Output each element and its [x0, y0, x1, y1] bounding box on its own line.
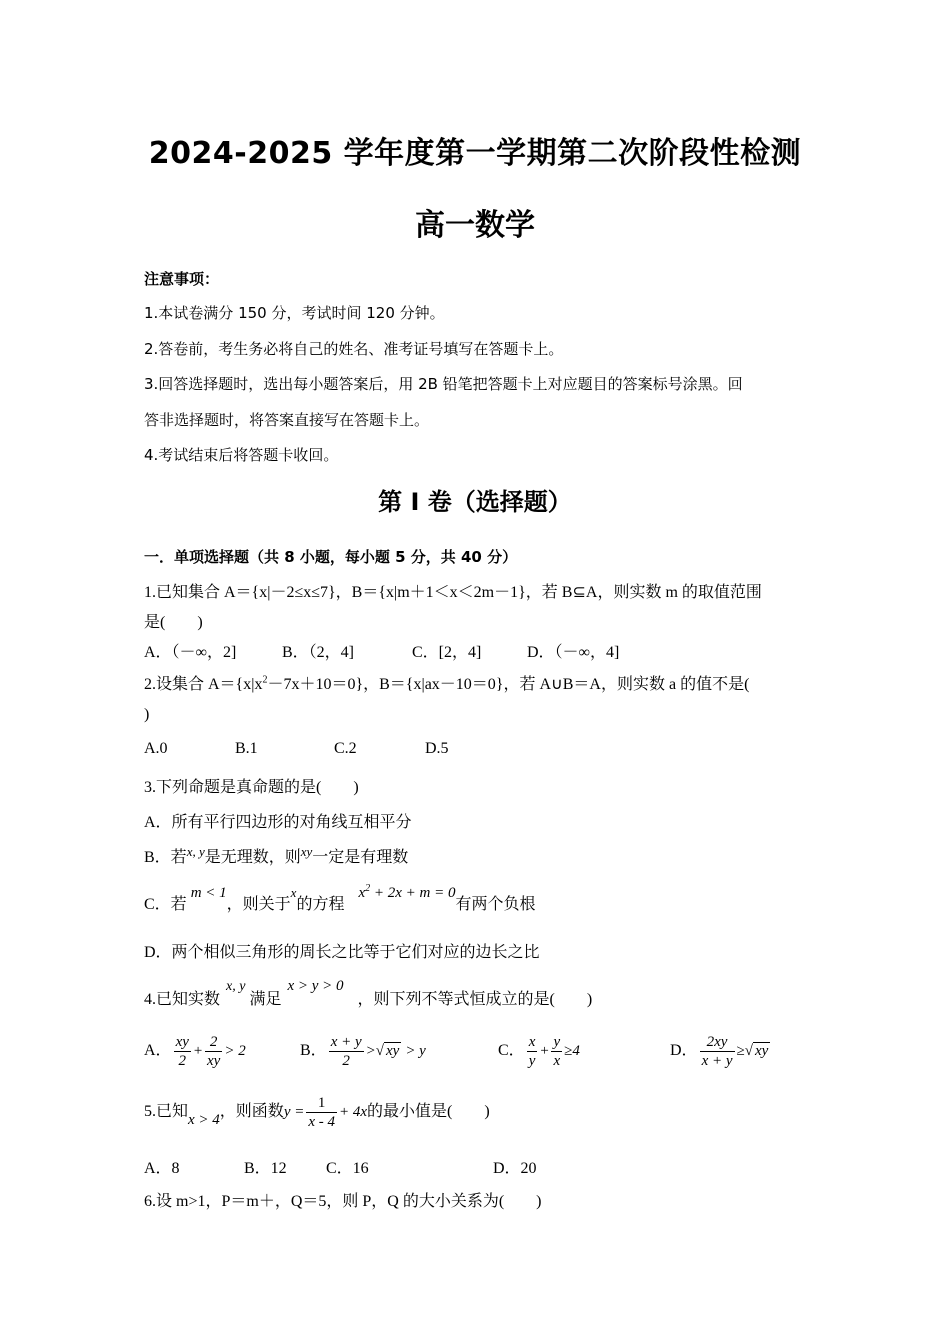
q2-option-b: B.1 — [235, 740, 258, 757]
q3-c-mid1: ，则关于 — [226, 896, 291, 913]
q4-c-frac1-den: y — [528, 1053, 536, 1069]
q4-stem — [144, 978, 593, 1009]
q3-option-c — [144, 883, 536, 914]
q4-c-frac2-den: x — [553, 1053, 561, 1069]
q4-a-label: A． — [144, 1042, 172, 1060]
q4-a-frac2-num: 2 — [205, 1033, 222, 1052]
q4-a-frac1-den: 2 — [178, 1053, 186, 1069]
q2-stem-sup: 2 — [262, 674, 268, 686]
q4-a-frac1-num: xy — [175, 1034, 189, 1050]
q3-c-mid2: 的方程 — [296, 896, 345, 913]
notice-item-4: 4.考试结束后将答题卡收回。 — [144, 446, 339, 464]
q4-a-frac2-den: xy — [207, 1053, 221, 1069]
q3-c-math2: x — [290, 885, 297, 900]
q4-d-frac-den: x + y — [701, 1053, 733, 1069]
q1-option-a: A．（－∞，2] — [144, 644, 237, 661]
q4-d-sqrt-sign: √ — [744, 1043, 753, 1060]
q5-post: 的最小值是( ) — [367, 1103, 490, 1121]
q3-option-b — [144, 844, 408, 867]
q5-frac-den: x - 4 — [308, 1114, 335, 1130]
q3-b-post: 一定是有理数 — [312, 849, 409, 866]
q4-d-label: D． — [670, 1042, 698, 1060]
notice-heading: 注意事项： — [144, 270, 220, 288]
q2-stem-part1: 2.设集合 A＝{x|x — [144, 676, 263, 693]
q4-b-frac-num: x + y — [330, 1034, 362, 1050]
q4-c-frac2 — [551, 1033, 562, 1070]
q4-c-frac2-num: y — [553, 1034, 561, 1050]
q3-b-math1: x, y — [186, 844, 205, 859]
q5-math3: + 4x — [339, 1104, 368, 1121]
q4-b-frac — [329, 1033, 364, 1070]
q4-d-sqrt-body: xy — [754, 1043, 769, 1060]
q2-option-d: D.5 — [425, 740, 449, 757]
q5-math2: y = — [283, 1104, 305, 1121]
exam-subject: 高一数学 — [415, 208, 535, 243]
q4-post: ，则下列不等式恒成立的是( ) — [357, 991, 593, 1008]
q4-c-plus: + — [539, 1043, 550, 1060]
q4-math2: x > y > 0 — [287, 978, 344, 994]
q4-math1: x, y — [226, 979, 246, 994]
notice-item-3: 3.回答选择题时，选出每小题答案后，用 2B 铅笔把答题卡上对应题目的答案标号涂黑。回 — [144, 375, 743, 393]
q5-option-c: C．16 — [326, 1160, 369, 1177]
q3-c-eq-rest: + 2x + m = 0 — [370, 885, 456, 901]
q4-b-rest: > y — [405, 1043, 426, 1060]
q3-b-mid: 是无理数，则 — [204, 849, 301, 866]
q5-option-d: D．20 — [493, 1160, 537, 1177]
section-title: 第 I 卷（选择题） — [378, 488, 572, 516]
q5-pre: 5.已知 — [144, 1103, 189, 1121]
notice-item-3-cont: 答非选择题时，将答案直接写在答题卡上。 — [144, 411, 430, 429]
q3-b-pre: B．若 — [144, 849, 187, 866]
q4-d-frac-num: 2xy — [700, 1033, 735, 1052]
q1-option-d: D．（－∞，4] — [527, 644, 620, 661]
q6-stem: 6.设 m>1，P＝m＋，Q＝5，则 P，Q 的大小关系为( ) — [144, 1193, 542, 1210]
q2-stem-part2: －7x＋10＝0}，B＝{x|ax－10＝0}，若 A∪B＝A，则实数 a 的值不是( — [267, 676, 750, 693]
q5-option-a: A．8 — [144, 1160, 180, 1177]
q5-frac-num: 1 — [306, 1094, 337, 1113]
q4-b-gt: > — [365, 1043, 376, 1060]
q3-option-a: A．所有平行四边形的对角线互相平分 — [144, 814, 412, 831]
q3-c-math1: m < 1 — [190, 885, 227, 901]
q5-math1: x > 4 — [188, 1112, 220, 1129]
q4-a-frac1 — [174, 1033, 191, 1070]
q4-option-a — [144, 1033, 246, 1070]
part-heading: 一．单项选择题（共 8 小题，每小题 5 分，共 40 分） — [144, 548, 518, 566]
q3-c-equation — [358, 885, 455, 901]
q4-mid: 满足 — [249, 991, 282, 1008]
q4-d-frac — [700, 1033, 735, 1070]
q4-b-frac-den: 2 — [342, 1053, 350, 1069]
q3-option-d: D．两个相似三角形的周长之比等于它们对应的边长之比 — [144, 944, 540, 961]
notice-item-1: 1.本试卷满分 150 分，考试时间 120 分钟。 — [144, 304, 445, 322]
q5-stem — [144, 1094, 490, 1131]
q1-stem-line2: 是( ) — [144, 614, 203, 631]
q1-option-b: B．（2，4] — [282, 644, 355, 661]
q3-stem: 3.下列命题是真命题的是( ) — [144, 779, 359, 796]
q4-option-b — [300, 1033, 426, 1070]
q4-a-rest: > 2 — [224, 1043, 246, 1060]
q1-stem-line1: 1.已知集合 A＝{x|－2≤x≤7}，B＝{x|m＋1＜x＜2m－1}，若 B⊆A，则实数 m 的取值范围 — [144, 584, 762, 601]
q4-c-frac1 — [527, 1033, 538, 1070]
q3-b-math2: xy — [300, 844, 313, 859]
exam-title: 2024-2025 学年度第一学期第二次阶段性检测 — [148, 136, 802, 171]
q3-c-eq-x: x — [358, 885, 366, 901]
q4-c-frac1-num: x — [528, 1034, 536, 1050]
q2-stem-line2: ) — [144, 706, 150, 723]
q4-c-rest: ≥4 — [564, 1043, 580, 1060]
q4-d-ge: ≥ — [736, 1043, 745, 1060]
q4-b-sqrt-sign: √ — [375, 1043, 384, 1060]
q3-c-post: 有两个负根 — [455, 896, 536, 913]
q1-option-c: C．[2，4] — [412, 644, 482, 661]
q4-b-sqrt-body: xy — [385, 1043, 400, 1060]
q5-frac — [306, 1094, 337, 1131]
q4-option-c — [498, 1033, 580, 1070]
q2-option-c: C.2 — [334, 740, 357, 757]
q4-b-label: B． — [300, 1042, 327, 1060]
q4-a-frac2 — [205, 1033, 222, 1070]
q4-a-plus: + — [192, 1043, 204, 1060]
q4-pre: 4.已知实数 — [144, 991, 221, 1008]
q4-option-d — [670, 1033, 770, 1070]
q4-c-label: C． — [498, 1042, 525, 1060]
notice-item-2: 2.答卷前，考生务必将自己的姓名、准考证号填写在答题卡上。 — [144, 340, 564, 358]
q2-option-a: A.0 — [144, 740, 168, 757]
q5-option-b: B．12 — [244, 1160, 287, 1177]
q3-c-pre: C．若 — [144, 896, 187, 913]
q5-mid: ，则函数 — [219, 1103, 284, 1121]
q3-c-eq-sup: 2 — [365, 883, 371, 894]
q2-stem-line1 — [144, 671, 749, 694]
